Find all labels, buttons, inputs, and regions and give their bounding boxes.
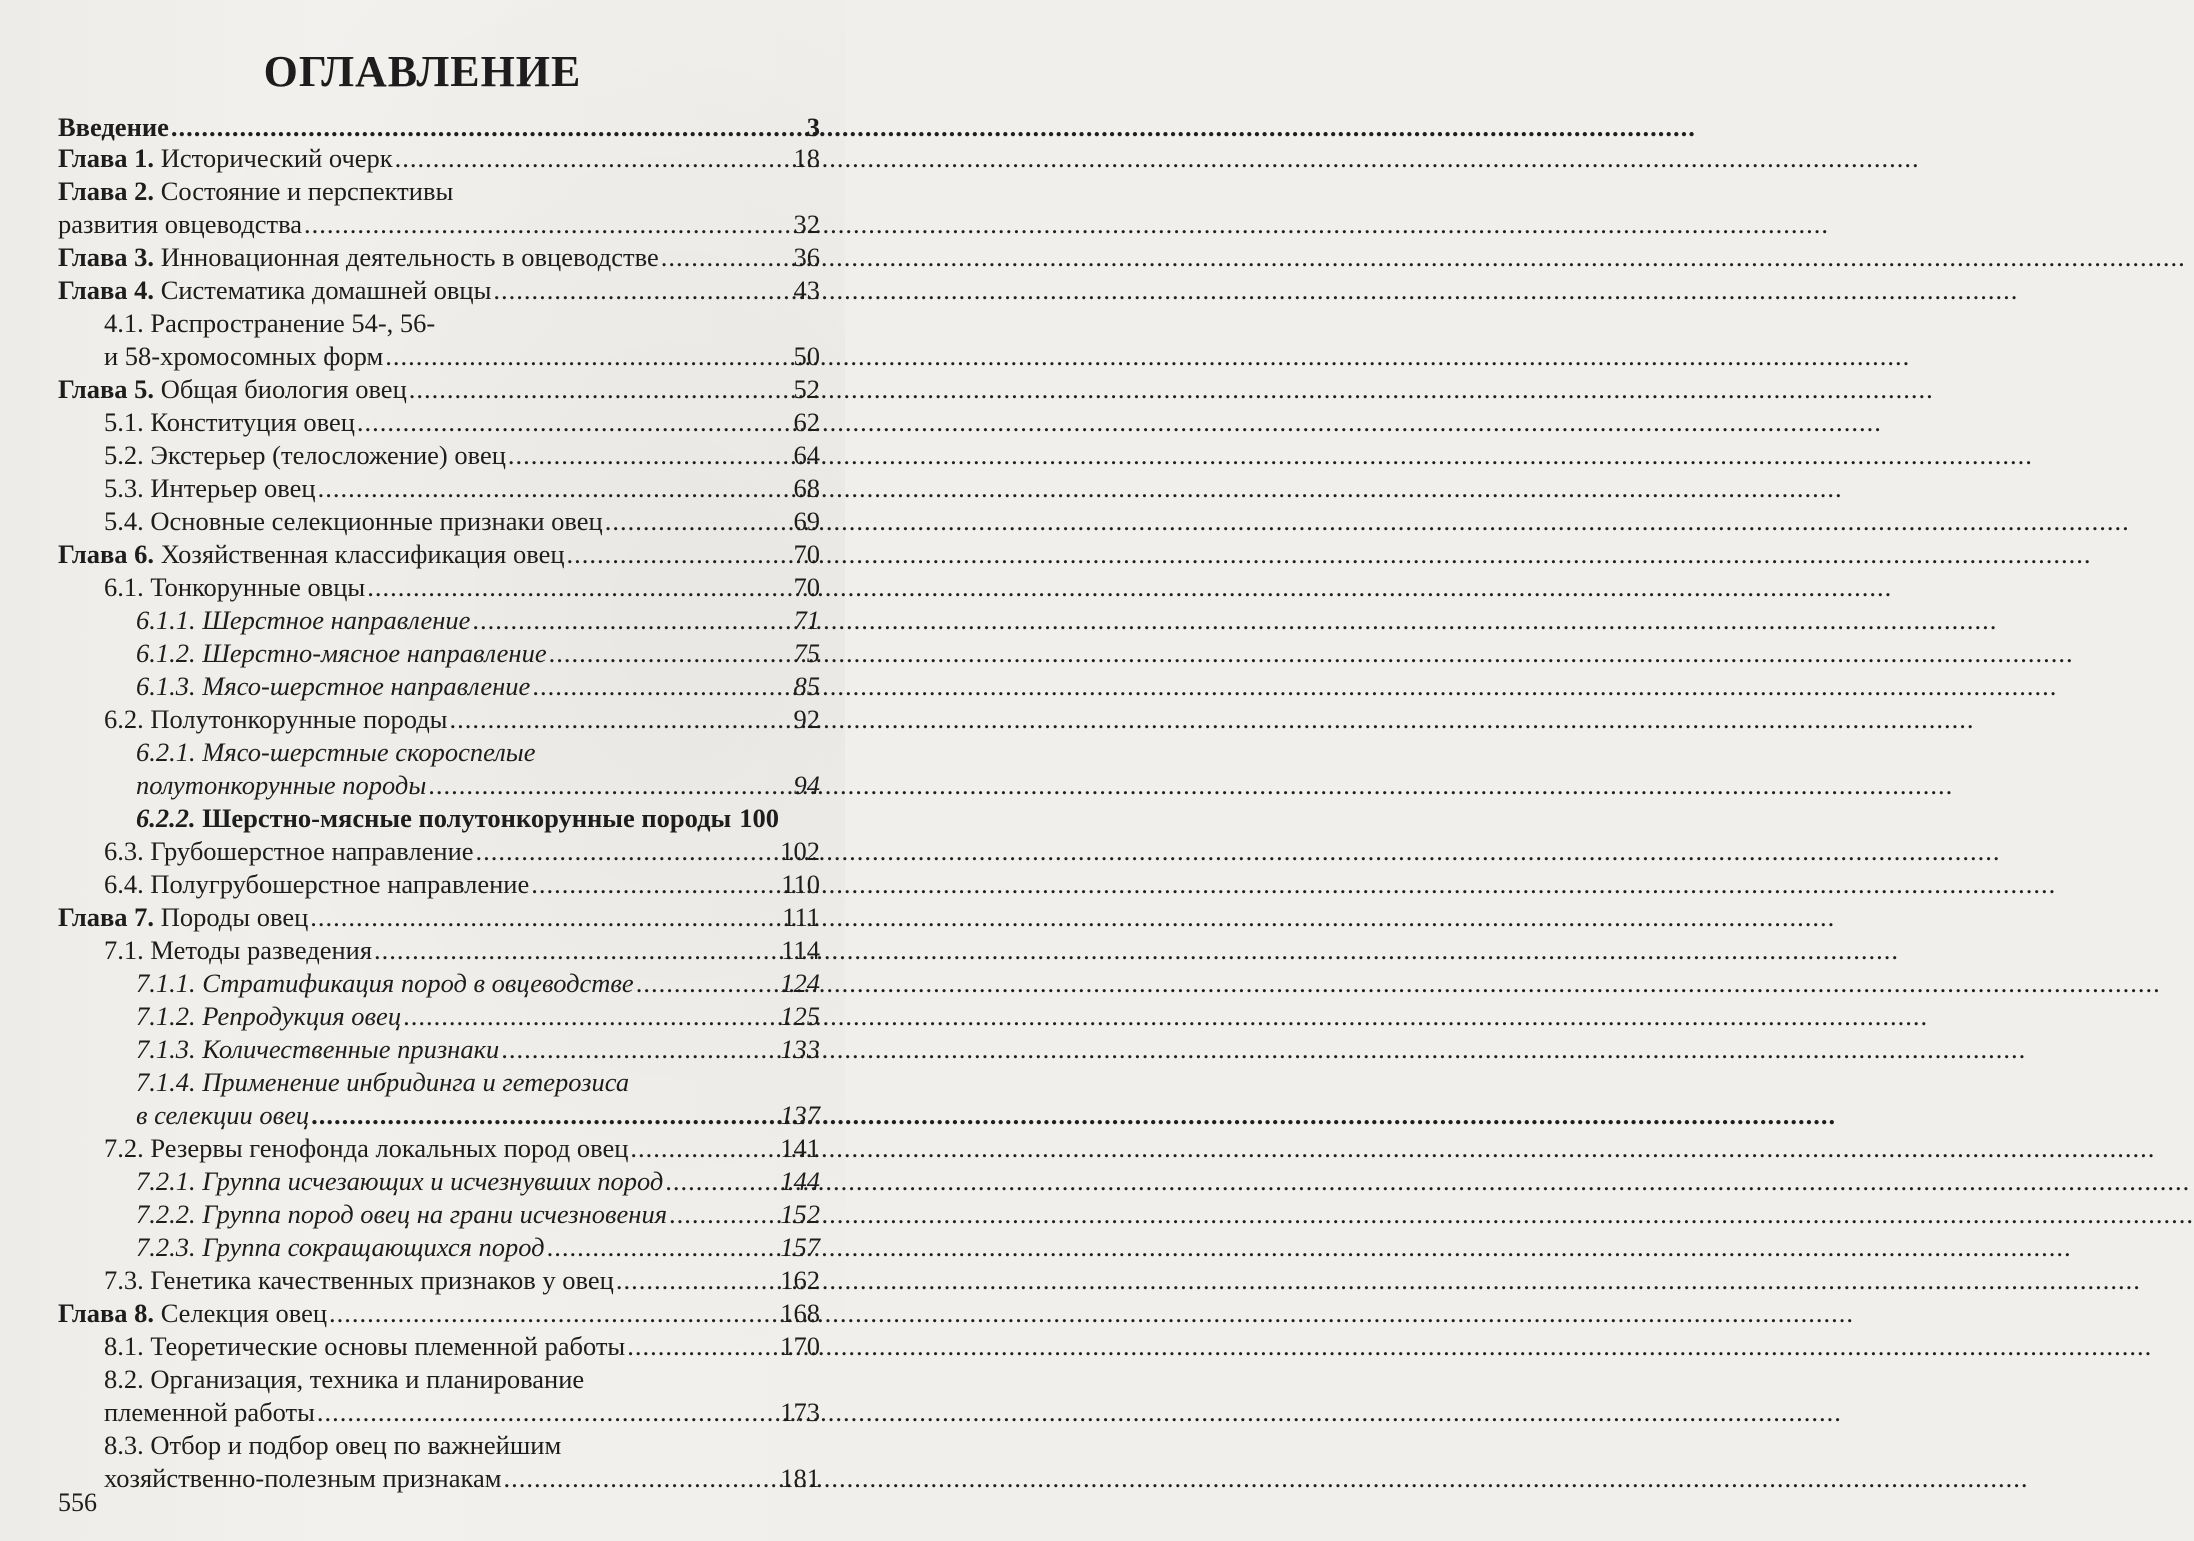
toc-entry-label (104, 1330, 625, 1363)
toc-page-number: 114 (781, 935, 820, 965)
toc-page-number: 125 (780, 1001, 820, 1031)
toc-entry-text: 7.1.4. Применение инбридинга и гетерозиса (136, 1067, 630, 1097)
toc-dot-leader (317, 1396, 778, 1429)
toc-entry (58, 406, 820, 439)
toc-entry (58, 274, 820, 307)
toc-entry-label (136, 1198, 667, 1231)
toc-dot-leader (661, 241, 792, 274)
toc-entry-label (104, 1462, 502, 1495)
toc-entry-label (136, 1165, 663, 1198)
toc-entry-text: 7.2.1. Группа исчезающих и исчезнувших пород (136, 1166, 664, 1196)
toc-page-number: 181 (780, 1463, 820, 1493)
page-number: 556 (58, 1488, 97, 1517)
toc-dot-leader (549, 637, 792, 670)
toc-dot-leader (531, 868, 779, 901)
toc-dot-leader (310, 901, 780, 934)
toc-entry-text: 6.1.2. Шерстно-мясное направление (136, 638, 547, 668)
toc-entry-text: 6.2.1. Мясо-шерстные скороспелые (136, 737, 536, 767)
toc-entry (58, 307, 820, 340)
toc-entry-text: 8.1. Теоретические основы племенной работы (104, 1331, 626, 1361)
toc-dot-leader (374, 934, 779, 967)
toc-page-number: 133 (780, 1034, 820, 1064)
toc-entry-label (136, 737, 536, 767)
toc-entry (58, 439, 820, 472)
toc-entry-text: 5.3. Интерьер овец (104, 473, 316, 503)
toc-entry-prefix: Глава 8. (58, 1298, 155, 1328)
toc-entry-text: 7.1.3. Количественные признаки (136, 1034, 500, 1064)
toc-entry-label (58, 373, 407, 406)
toc-entry-text: 5.1. Конституция овец (104, 407, 355, 437)
toc-page-number: 69 (793, 506, 820, 536)
toc-dot-leader (504, 1462, 779, 1495)
toc-entry (58, 670, 820, 703)
toc-page-number: 141 (780, 1133, 820, 1163)
toc-page-number: 157 (780, 1232, 820, 1262)
toc-entry-text: 6.2. Полутонкорунные породы (104, 704, 448, 734)
toc-entry-prefix: Глава 7. (58, 902, 155, 932)
toc-entry-label (58, 241, 659, 274)
toc-entry-label (104, 1396, 315, 1429)
toc-entry-label (136, 1067, 629, 1097)
toc-dot-leader (304, 208, 791, 241)
toc-entry-label (104, 571, 365, 604)
toc-page-number: 18 (793, 143, 820, 173)
toc-dot-leader (567, 538, 792, 571)
toc-entry-text: 4.1. Распространение 54-, 56- (104, 308, 436, 338)
toc-dot-leader (476, 835, 779, 868)
toc-entry-label (136, 604, 470, 637)
toc-entry (58, 1264, 820, 1297)
toc-entry (58, 208, 820, 241)
toc-entry-label (104, 835, 474, 868)
toc-entry-label (104, 472, 316, 505)
toc-entry-text: 7.2.3. Группа сокращающихся пород (136, 1232, 545, 1262)
toc-entry-text: 7.1.1. Стратификация пород в овцеводстве (136, 968, 634, 998)
toc-entry-text: 7.1. Методы разведения (104, 935, 373, 965)
toc-entry-label (136, 1231, 545, 1264)
toc-page-number: 85 (793, 671, 820, 701)
toc-entry-label (104, 505, 603, 538)
toc-entry-label (58, 176, 453, 206)
toc-entry-text: Шерстно-мясные полутонкорунные породы (195, 803, 732, 833)
toc-entry-label (58, 538, 565, 571)
toc-entry-text: Систематика домашней овцы (154, 275, 492, 305)
toc-dot-leader (501, 1033, 778, 1066)
toc-dot-leader (311, 1099, 778, 1132)
toc-entry-label (58, 142, 393, 175)
toc-page-number: 43 (793, 275, 820, 305)
toc-entry (58, 604, 820, 637)
toc-entry (58, 241, 820, 274)
toc-entry-label (58, 901, 308, 934)
toc-entry (58, 703, 820, 736)
toc-page-number: 50 (793, 341, 820, 371)
toc-entry (58, 142, 820, 175)
toc-entry (58, 769, 820, 802)
toc-entry (58, 1198, 820, 1231)
toc-page-number: 52 (793, 374, 820, 404)
toc-entry-text: и 58-хромосомных форм (104, 341, 384, 371)
toc-entry (58, 538, 820, 571)
toc-entry-label (104, 1364, 584, 1394)
toc-entry-label (136, 769, 426, 802)
toc-dot-leader (450, 703, 792, 736)
toc-entry-label (104, 868, 529, 901)
toc-entry (58, 1066, 820, 1099)
toc-entry-text: 6.1. Тонкорунные овцы (104, 572, 366, 602)
toc-entry-label (58, 1297, 327, 1330)
toc-entry-label (136, 670, 530, 703)
toc-entry-text: развития овцеводства (58, 209, 303, 239)
toc-entry (58, 1396, 820, 1429)
toc-entry-text: племенной работы (104, 1397, 315, 1427)
toc-entry-label (104, 439, 506, 472)
toc-entry (58, 868, 820, 901)
toc-entry-text: 7.3. Генетика качественных признаков у овец (104, 1265, 614, 1295)
toc-entry-label (104, 934, 372, 967)
toc-entry-text: 6.3. Грубошерстное направление (104, 836, 474, 866)
toc-entry-text: Инновационная деятельность в овцеводстве (154, 242, 659, 272)
toc-entry-text: 8.2. Организация, техника и планирование (104, 1364, 585, 1394)
toc-dot-leader (665, 1165, 778, 1198)
toc-entry-label (136, 1000, 401, 1033)
toc-dot-leader (630, 1132, 778, 1165)
toc-entry (58, 175, 820, 208)
toc-dot-leader (409, 373, 792, 406)
toc-page-number: 94 (793, 770, 820, 800)
toc-entry-text: 7.2.2. Группа пород овец на грани исчезновения (136, 1199, 668, 1229)
toc-dot-leader (493, 274, 791, 307)
toc-page-number: 111 (782, 902, 820, 932)
toc-page-number: 162 (780, 1265, 820, 1295)
toc-entry-label (136, 1099, 309, 1132)
toc-dot-leader (472, 604, 791, 637)
toc-entry-prefix: Глава 3. (58, 242, 155, 272)
toc-page-number: 92 (793, 704, 820, 734)
toc-page-number: 137 (780, 1100, 820, 1130)
toc-entry (58, 901, 820, 934)
toc-dot-leader (329, 1297, 778, 1330)
toc-entry-label (104, 1264, 614, 1297)
toc-entry-label (104, 308, 435, 338)
toc-page-number: 168 (780, 1298, 820, 1328)
toc-entry-text: 5.2. Экстерьер (телосложение) овец (104, 440, 506, 470)
toc-entry (58, 505, 820, 538)
toc-entry (58, 340, 820, 373)
toc-entry-label (104, 340, 383, 373)
toc-entry-text: 6.1.3. Мясо-шерстное направление (136, 671, 531, 701)
toc-page-number: 36 (793, 242, 820, 272)
toc-page-number: 110 (781, 869, 820, 899)
toc-entry-prefix: Глава 4. (58, 275, 155, 305)
toc-entry-label (104, 1430, 561, 1460)
toc-entry-label (104, 703, 448, 736)
toc-page-number: 124 (780, 968, 820, 998)
toc-entry (58, 1462, 820, 1495)
toc-entry-text: 6.4. Полугрубошерстное направление (104, 869, 530, 899)
toc-entry-prefix: 6.2.2. (136, 803, 196, 833)
toc-entry (58, 934, 820, 967)
toc-page-number: 70 (793, 539, 820, 569)
toc-dot-leader (385, 340, 791, 373)
toc-dot-leader (605, 505, 792, 538)
toc-dot-leader (669, 1198, 778, 1231)
toc-entry (58, 571, 820, 604)
toc-entry-text: Хозяйственная классификация овец (154, 539, 565, 569)
toc-entry (58, 373, 820, 406)
toc-entry-label (104, 1132, 628, 1165)
toc-entry (58, 113, 820, 142)
toc-page-number: 170 (780, 1331, 820, 1361)
toc-page-number: 75 (793, 638, 820, 668)
toc-entry (58, 1363, 820, 1396)
toc-entry-label (136, 1033, 499, 1066)
toc-entry-label (58, 274, 491, 307)
toc-entry-prefix: Глава 1. (58, 143, 155, 173)
toc-entry-prefix: Глава 2. (58, 176, 155, 206)
toc-page-number: 3 (806, 112, 820, 142)
toc-page-number: 68 (793, 473, 820, 503)
toc-entry (58, 472, 820, 505)
toc-entry-prefix: Глава 6. (58, 539, 155, 569)
book-page (0, 0, 845, 1541)
toc-entry-label (136, 637, 547, 670)
toc-page-number: 62 (793, 407, 820, 437)
toc-entry (58, 802, 820, 835)
toc-entry-prefix: Глава 5. (58, 374, 155, 404)
toc-entry-prefix: Введение (58, 112, 169, 142)
toc-dot-leader (428, 769, 791, 802)
toc-dot-leader (627, 1330, 778, 1363)
toc-entry (58, 1000, 820, 1033)
toc-page-number: 102 (780, 836, 820, 866)
toc-entry (58, 1231, 820, 1264)
toc-entry (58, 835, 820, 868)
toc-dot-leader (403, 1000, 778, 1033)
toc-page-number: 173 (780, 1397, 820, 1427)
toc-dot-leader (636, 967, 779, 1000)
toc-dot-leader (395, 142, 792, 175)
toc-dot-leader (547, 1231, 779, 1264)
toc-entry-text: хозяйственно-полезным признакам (104, 1463, 502, 1493)
toc-dot-leader (171, 113, 805, 142)
toc-entry-text: 6.1.1. Шерстное направление (136, 605, 471, 635)
toc-dot-leader (318, 472, 792, 505)
toc-entry (58, 967, 820, 1000)
toc-entry (58, 1165, 820, 1198)
toc-page-number: 70 (793, 572, 820, 602)
table-of-contents (58, 113, 820, 1495)
toc-entry-text: Исторический очерк (154, 143, 393, 173)
toc-entry (58, 1033, 820, 1066)
toc-page-number: 71 (793, 605, 820, 635)
toc-entry-label (136, 802, 731, 835)
page-title: ОГЛАВЛЕНИЕ (263, 47, 582, 96)
toc-entry-text: Состояние и перспективы (154, 176, 454, 206)
toc-page-number: 144 (780, 1166, 820, 1196)
toc-entry-text: полутонкорунные породы (136, 770, 427, 800)
toc-entry (58, 1099, 820, 1132)
toc-entry-text: 7.2. Резервы генофонда локальных пород овец (104, 1133, 629, 1163)
toc-entry (58, 1429, 820, 1462)
toc-entry (58, 1297, 820, 1330)
toc-entry (58, 637, 820, 670)
toc-entry-text: в селекции овец (136, 1100, 310, 1130)
toc-page-number: 32 (793, 209, 820, 239)
toc-dot-leader (616, 1264, 778, 1297)
toc-dot-leader (357, 406, 792, 439)
toc-page-number: 152 (780, 1199, 820, 1229)
toc-entry (58, 736, 820, 769)
toc-page-number: 100 (739, 803, 779, 833)
toc-entry (58, 1132, 820, 1165)
toc-entry-text: 5.4. Основные селекционные признаки овец (104, 506, 603, 536)
toc-entry-text: 8.3. Отбор и подбор овец по важнейшим (104, 1430, 562, 1460)
toc-entry-text: Общая биология овец (154, 374, 407, 404)
toc-entry-label (58, 113, 169, 142)
toc-page-number: 64 (793, 440, 820, 470)
toc-entry-text: 7.1.2. Репродукция овец (136, 1001, 402, 1031)
toc-entry-text: Породы овец (154, 902, 309, 932)
toc-dot-leader (532, 670, 791, 703)
toc-entry-label (136, 967, 634, 1000)
toc-entry-label (104, 406, 355, 439)
toc-entry (58, 1330, 820, 1363)
toc-dot-leader (508, 439, 792, 472)
toc-entry-text: Селекция овец (154, 1298, 328, 1328)
toc-entry-label (58, 208, 302, 241)
toc-dot-leader (367, 571, 791, 604)
